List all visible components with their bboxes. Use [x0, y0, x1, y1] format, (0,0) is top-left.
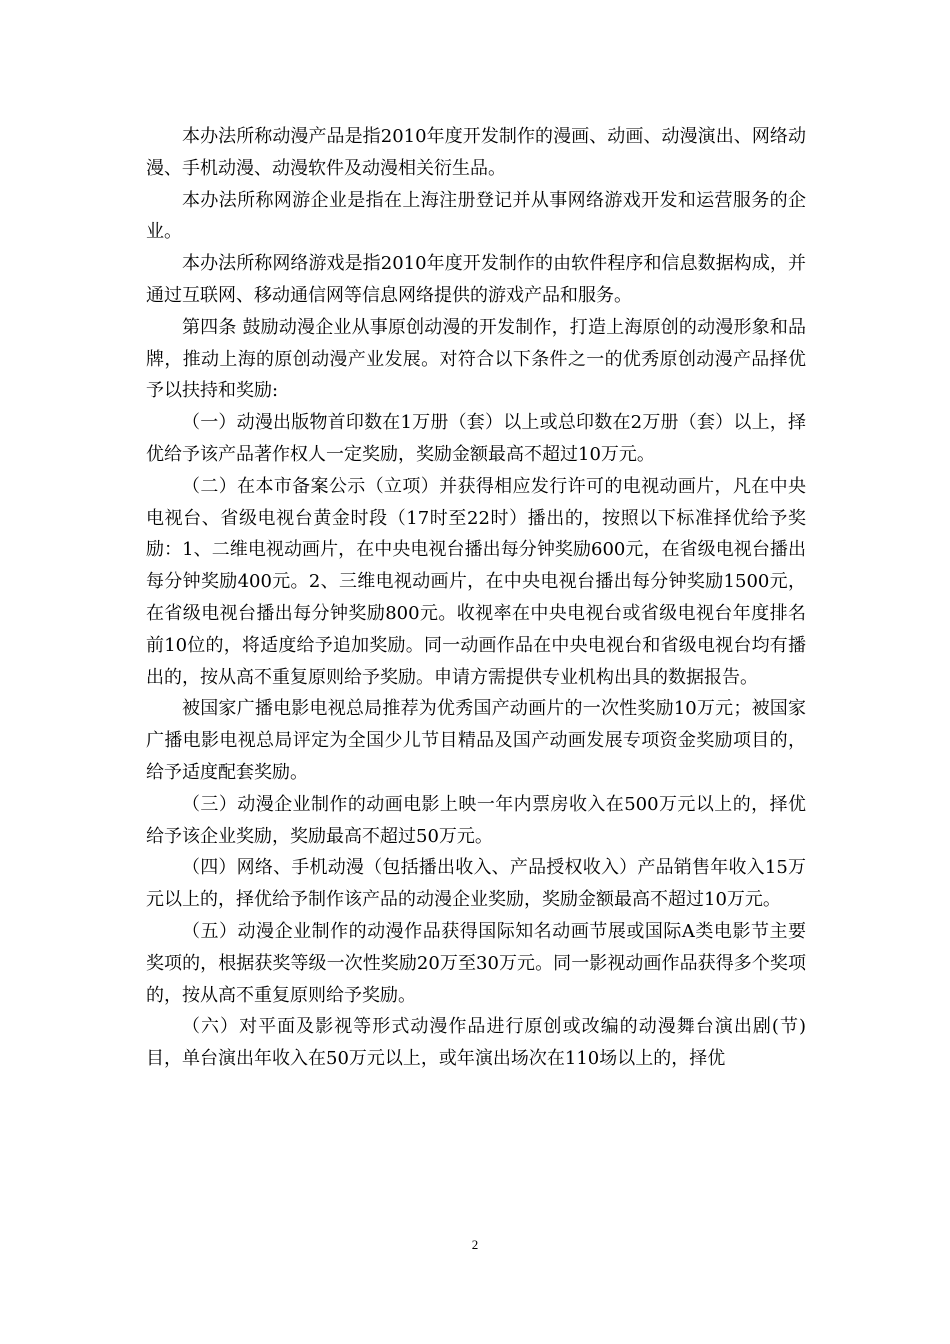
- paragraph-3: 本办法所称网络游戏是指2010年度开发制作的由软件程序和信息数据构成，并通过互联网、移动通信网等信息网络提供的游戏产品和服务。: [146, 253, 806, 306]
- paragraph-item-1: （一）动漫出版物首印数在1万册（套）以上或总印数在2万册（套）以上，择优给予该产品著作权人一定奖励，奖励金额最高不超过10万元。: [146, 412, 806, 465]
- paragraph-item-2: （二）在本市备案公示（立项）并获得相应发行许可的电视动画片，凡在中央电视台、省级电视台黄金时段（17时至22时）播出的，按照以下标准择优给予奖励：1、二维电视动画片，在中央电视台播出每分钟奖励600元，在省级电视台播出每分钟奖励400元。2、三维电视动画片，在中央电视台播出每分钟奖励1500元，在省级电视台播出每分钟奖励800元。收视率在中央电视台或省级电视台年度排名前10位的，将适度给予追加奖励。同一动画作品在中央电视台和省级电视台均有播出的，按从高不重复原则给予奖励。申请方需提供专业机构出具的数据报告。: [146, 475, 806, 688]
- body-text: [146, 121, 806, 1075]
- page-number: 2: [471, 1237, 479, 1252]
- paragraph-2: 本办法所称网游企业是指在上海注册登记并从事网络游戏开发和运营服务的企业。: [146, 189, 806, 243]
- paragraph-item-4: （四）网络、手机动漫（包括播出收入、产品授权收入）产品销售年收入15万元以上的，择优给予制作该产品的动漫企业奖励，奖励金额最高不超过10万元。: [146, 857, 806, 911]
- paragraph-item-6: （六）对平面及影视等形式动漫作品进行原创或改编的动漫舞台演出剧(节)目，单台演出年收入在50万元以上，或年演出场次在110场以上的，择优: [146, 1016, 806, 1070]
- paragraph-item-2-supplement: 被国家广播电影电视总局推荐为优秀国产动画片的一次性奖励10万元；被国家广播电影电视总局评定为全国少儿节目精品及国产动画发展专项资金奖励项目的，给予适度配套奖励。: [146, 698, 806, 783]
- paragraph-1: 本办法所称动漫产品是指2010年度开发制作的漫画、动画、动漫演出、网络动漫、手机动漫、动漫软件及动漫相关衍生品。: [146, 126, 806, 179]
- paragraph-article-4: 第四条 鼓励动漫企业从事原创动漫的开发制作，打造上海原创的动漫形象和品牌，推动上海的原创动漫产业发展。对符合以下条件之一的优秀原创动漫产品择优予以扶持和奖励:: [146, 316, 806, 402]
- paragraph-item-5: （五）动漫企业制作的动漫作品获得国际知名动画节展或国际A类电影节主要奖项的，根据获奖等级一次性奖励20万至30万元。同一影视动画作品获得多个奖项的，按从高不重复原则给予奖励。: [146, 920, 806, 1006]
- paragraph-item-3: （三）动漫企业制作的动画电影上映一年内票房收入在500万元以上的，择优给予该企业奖励，奖励最高不超过50万元。: [146, 793, 806, 847]
